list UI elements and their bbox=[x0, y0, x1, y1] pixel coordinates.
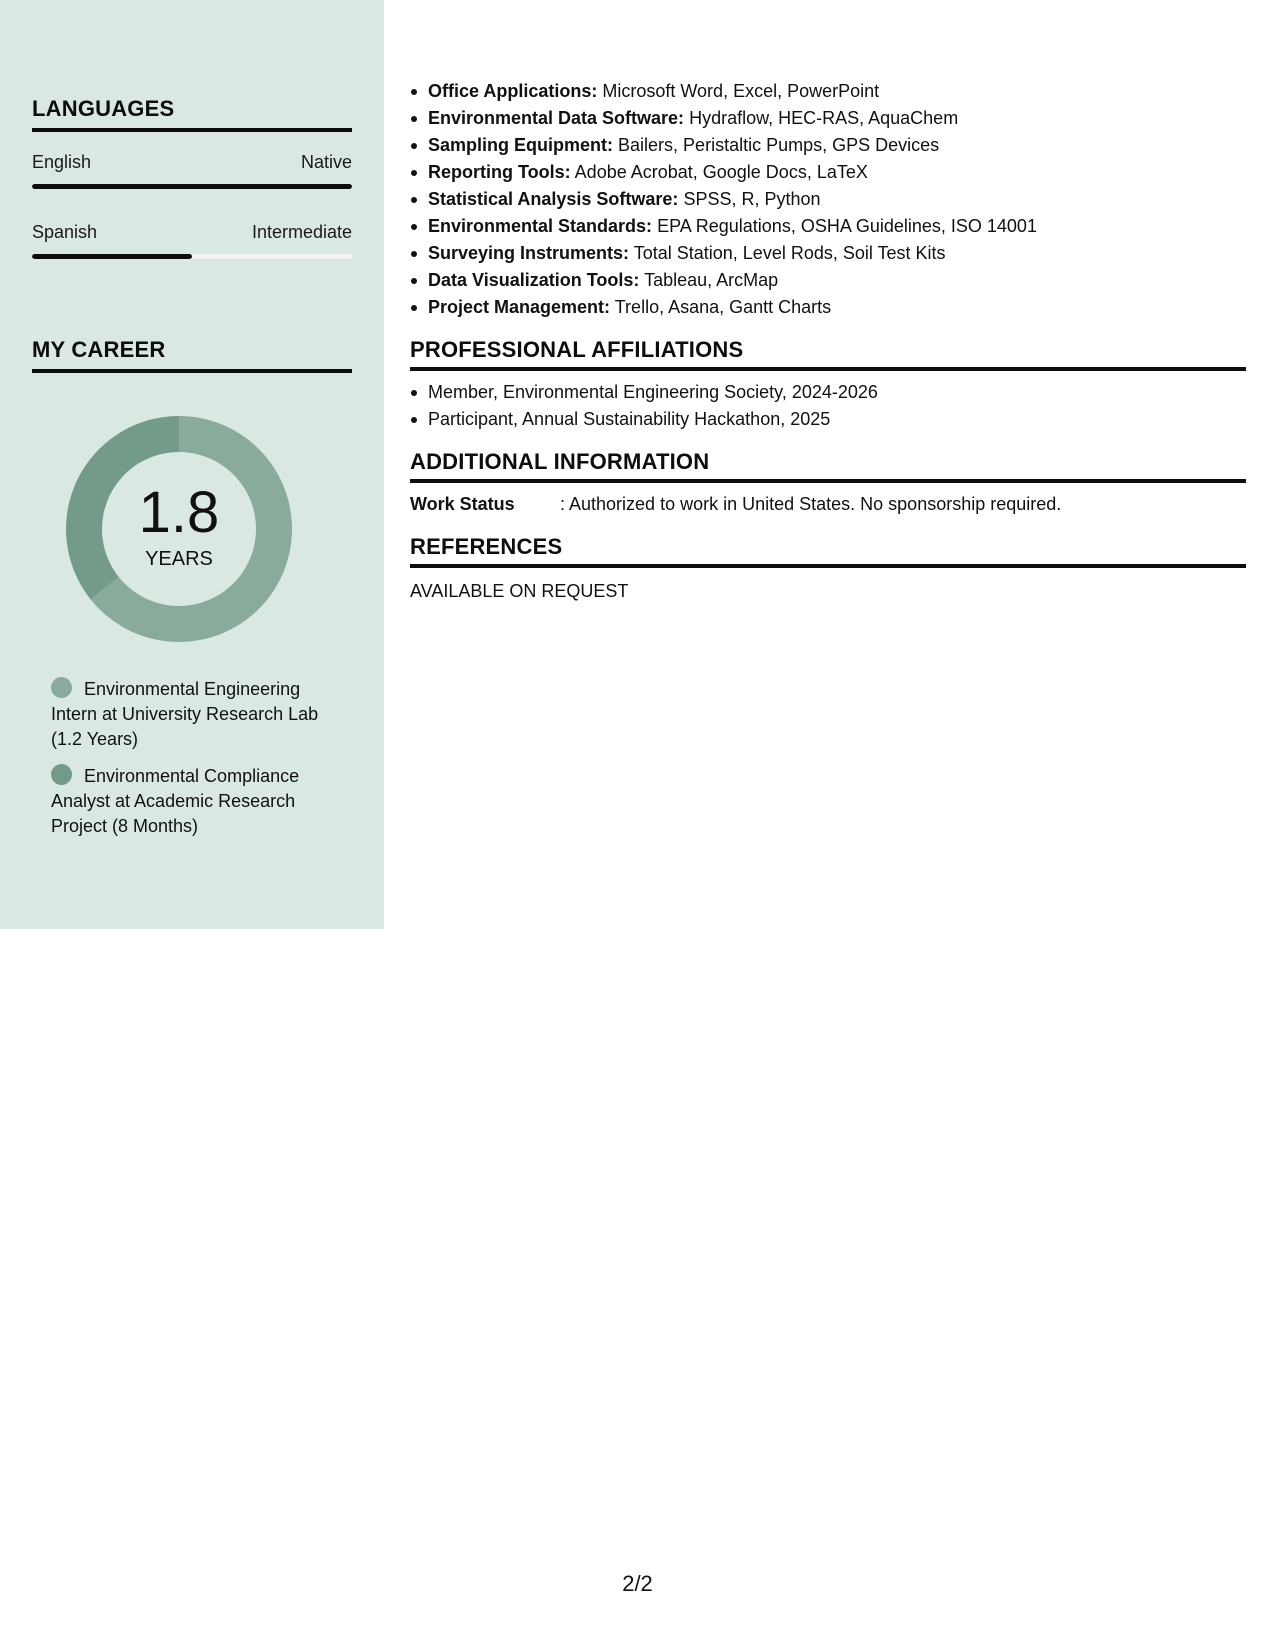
skill-item bbox=[410, 132, 1246, 159]
skill-value: SPSS, R, Python bbox=[683, 189, 821, 209]
skill-name: Project Management: bbox=[428, 297, 611, 317]
skill-item bbox=[410, 240, 1246, 267]
language-name: English bbox=[32, 152, 92, 172]
career-entry-label: Environmental Compliance Analyst at Academic Research Project (8 Months) bbox=[51, 766, 300, 836]
work-status-label: Work Status bbox=[410, 494, 515, 514]
additional-info-heading: ADDITIONAL INFORMATION bbox=[410, 449, 1246, 483]
career-dot-icon bbox=[51, 764, 72, 785]
references-text: AVAILABLE ON REQUEST bbox=[410, 581, 629, 601]
language-proficiency-fill bbox=[32, 184, 352, 189]
languages-section bbox=[32, 96, 352, 259]
skill-value: EPA Regulations, OSHA Guidelines, ISO 14001 bbox=[657, 216, 1037, 236]
page-number: 2/2 bbox=[622, 1571, 653, 1596]
language-proficiency-bar bbox=[32, 184, 352, 189]
language-proficiency-fill bbox=[32, 254, 192, 259]
career-donut-chart bbox=[66, 416, 292, 642]
language-level: Native bbox=[300, 152, 352, 172]
work-status-value: : Authorized to work in United States. No sponsorship required. bbox=[560, 494, 1062, 514]
skill-value: Trello, Asana, Gantt Charts bbox=[614, 297, 832, 317]
affiliation-item: Member, Environmental Engineering Society, 2024-2026 bbox=[410, 379, 1246, 406]
skill-name: Office Applications: bbox=[428, 81, 598, 101]
skill-item bbox=[410, 267, 1246, 294]
skill-item bbox=[410, 159, 1246, 186]
skill-name: Data Visualization Tools: bbox=[428, 270, 640, 290]
skill-value: Hydraflow, HEC-RAS, AquaChem bbox=[689, 108, 959, 128]
language-name: Spanish bbox=[32, 222, 98, 242]
skill-item bbox=[410, 105, 1246, 132]
language-level: Intermediate bbox=[251, 222, 352, 242]
skills-list bbox=[410, 78, 1246, 321]
career-donut-center bbox=[66, 416, 292, 642]
career-section bbox=[32, 337, 352, 373]
career-entry bbox=[51, 677, 341, 752]
career-total-unit: YEARS bbox=[145, 547, 213, 570]
languages-heading: LANGUAGES bbox=[32, 96, 352, 132]
skill-name: Surveying Instruments: bbox=[428, 243, 630, 263]
career-entry-label: Environmental Engineering Intern at University Research Lab (1.2 Years) bbox=[51, 679, 319, 749]
language-item-spanish bbox=[32, 222, 352, 259]
skill-value: Microsoft Word, Excel, PowerPoint bbox=[602, 81, 880, 101]
skill-name: Sampling Equipment: bbox=[428, 135, 614, 155]
career-heading: MY CAREER bbox=[32, 337, 352, 373]
skill-item bbox=[410, 294, 1246, 321]
skill-item bbox=[410, 213, 1246, 240]
skill-item bbox=[410, 186, 1246, 213]
references-heading: REFERENCES bbox=[410, 534, 1246, 568]
affiliations-list bbox=[410, 379, 1246, 433]
skill-name: Reporting Tools: bbox=[428, 162, 571, 182]
main-content bbox=[410, 78, 1246, 605]
skill-name: Environmental Data Software: bbox=[428, 108, 685, 128]
career-legend bbox=[51, 677, 341, 851]
skill-value: Bailers, Peristaltic Pumps, GPS Devices bbox=[618, 135, 940, 155]
career-entry bbox=[51, 764, 341, 839]
work-status-row bbox=[410, 491, 1246, 518]
affiliation-item: Participant, Annual Sustainability Hackathon, 2025 bbox=[410, 406, 1246, 433]
skill-name: Statistical Analysis Software: bbox=[428, 189, 679, 209]
skill-value: Total Station, Level Rods, Soil Test Kits bbox=[633, 243, 946, 263]
language-item-english bbox=[32, 152, 352, 189]
skill-value: Tableau, ArcMap bbox=[644, 270, 779, 290]
career-total-value: 1.8 bbox=[138, 479, 220, 545]
career-dot-icon bbox=[51, 677, 72, 698]
language-proficiency-bar bbox=[32, 254, 352, 259]
skill-value: Adobe Acrobat, Google Docs, LaTeX bbox=[574, 162, 868, 182]
skill-item bbox=[410, 78, 1246, 105]
affiliations-heading: PROFESSIONAL AFFILIATIONS bbox=[410, 337, 1246, 371]
sidebar bbox=[0, 0, 384, 929]
skill-name: Environmental Standards: bbox=[428, 216, 653, 236]
